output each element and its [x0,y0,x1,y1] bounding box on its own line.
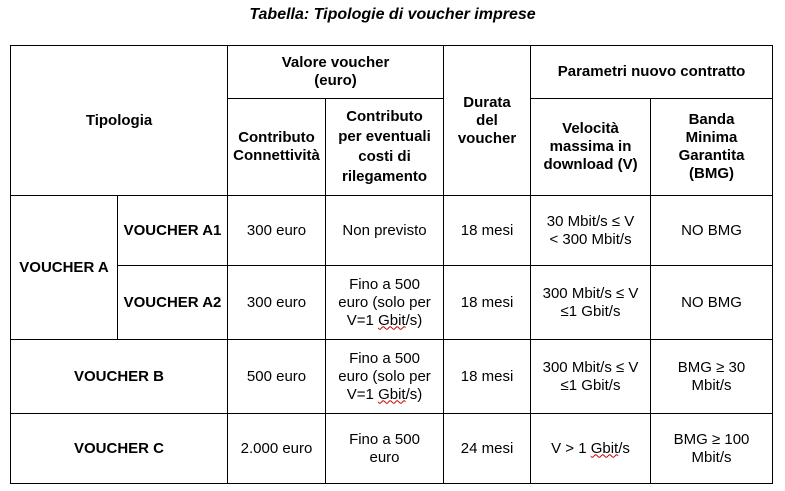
cell-durata: 24 mesi [444,414,531,484]
rilegamento-line: Fino a 500 [349,275,420,293]
header-row-1 [11,46,773,99]
rilegamento-line-prefix: V=1 [346,385,379,403]
header-banda-line: Garantita [678,147,745,164]
cell-connettivita: 300 euro [228,196,326,266]
header-durata: Durata del voucher [444,46,531,196]
cell-velocita: 300 Mbit/s ≤ V ≤1 Gbit/s [531,266,651,340]
voucher-table [10,45,773,484]
header-contributo-connettivita: Contributo Connettività [228,99,326,196]
header-banda-minima [651,99,773,196]
cell-bmg: BMG ≥ 30 Mbit/s [651,340,773,414]
row-label: VOUCHER A2 [118,266,228,340]
rilegamento-line: Fino a 500 [349,349,420,367]
cell-connettivita: 500 euro [228,340,326,414]
rilegamento-line: euro (solo per [338,293,431,311]
rilegamento-line: euro [369,448,400,466]
table-row [11,414,773,484]
velocita-suffix: /s [618,439,630,457]
cell-rilegamento [326,340,444,414]
cell-bmg: BMG ≥ 100 Mbit/s [651,414,773,484]
cell-velocita: 300 Mbit/s ≤ V ≤1 Gbit/s [531,340,651,414]
row-label: VOUCHER A1 [118,196,228,266]
header-velocita: Velocità massima in download (V) [531,99,651,196]
spellcheck-word: Gbit [378,311,406,329]
row-label: VOUCHER C [11,414,228,484]
cell-bmg: NO BMG [651,266,773,340]
rilegamento-line-suffix: /s) [405,311,423,329]
cell-velocita [531,414,651,484]
rilegamento-line: euro (solo per [338,367,431,385]
header-tipologia: Tipologia [11,46,228,196]
cell-rilegamento [326,414,444,484]
cell-connettivita: 2.000 euro [228,414,326,484]
group-label-voucher-a: VOUCHER A [11,196,118,340]
row-label: VOUCHER B [11,340,228,414]
header-parametri: Parametri nuovo contratto [531,46,773,99]
header-valore-voucher: Valore voucher (euro) [228,46,444,99]
header-banda-line: Banda [688,111,735,128]
rilegamento-line: Fino a 500 [349,430,420,448]
table-row [11,196,773,266]
cell-rilegamento [326,266,444,340]
cell-velocita: 30 Mbit/s ≤ V < 300 Mbit/s [531,196,651,266]
spellcheck-word: Gbit [378,385,406,403]
cell-durata: 18 mesi [444,266,531,340]
cell-connettivita: 300 euro [228,266,326,340]
rilegamento-line-prefix: V=1 [346,311,379,329]
velocita-prefix: V > 1 [551,439,591,457]
header-banda-line: (BMG) [689,165,735,182]
table-row [11,266,773,340]
spellcheck-word: Gbit [590,439,619,457]
table-row [11,340,773,414]
cell-rilegamento: Non previsto [326,196,444,266]
cell-durata: 18 mesi [444,196,531,266]
cell-bmg: NO BMG [651,196,773,266]
rilegamento-line-suffix: /s) [405,385,423,403]
header-contributo-rilegamento: Contributo per eventuali costi di rilegamento [326,99,444,196]
cell-durata: 18 mesi [444,340,531,414]
header-banda-line: Minima [685,129,738,146]
table-title: Tabella: Tipologie di voucher imprese [249,6,536,23]
